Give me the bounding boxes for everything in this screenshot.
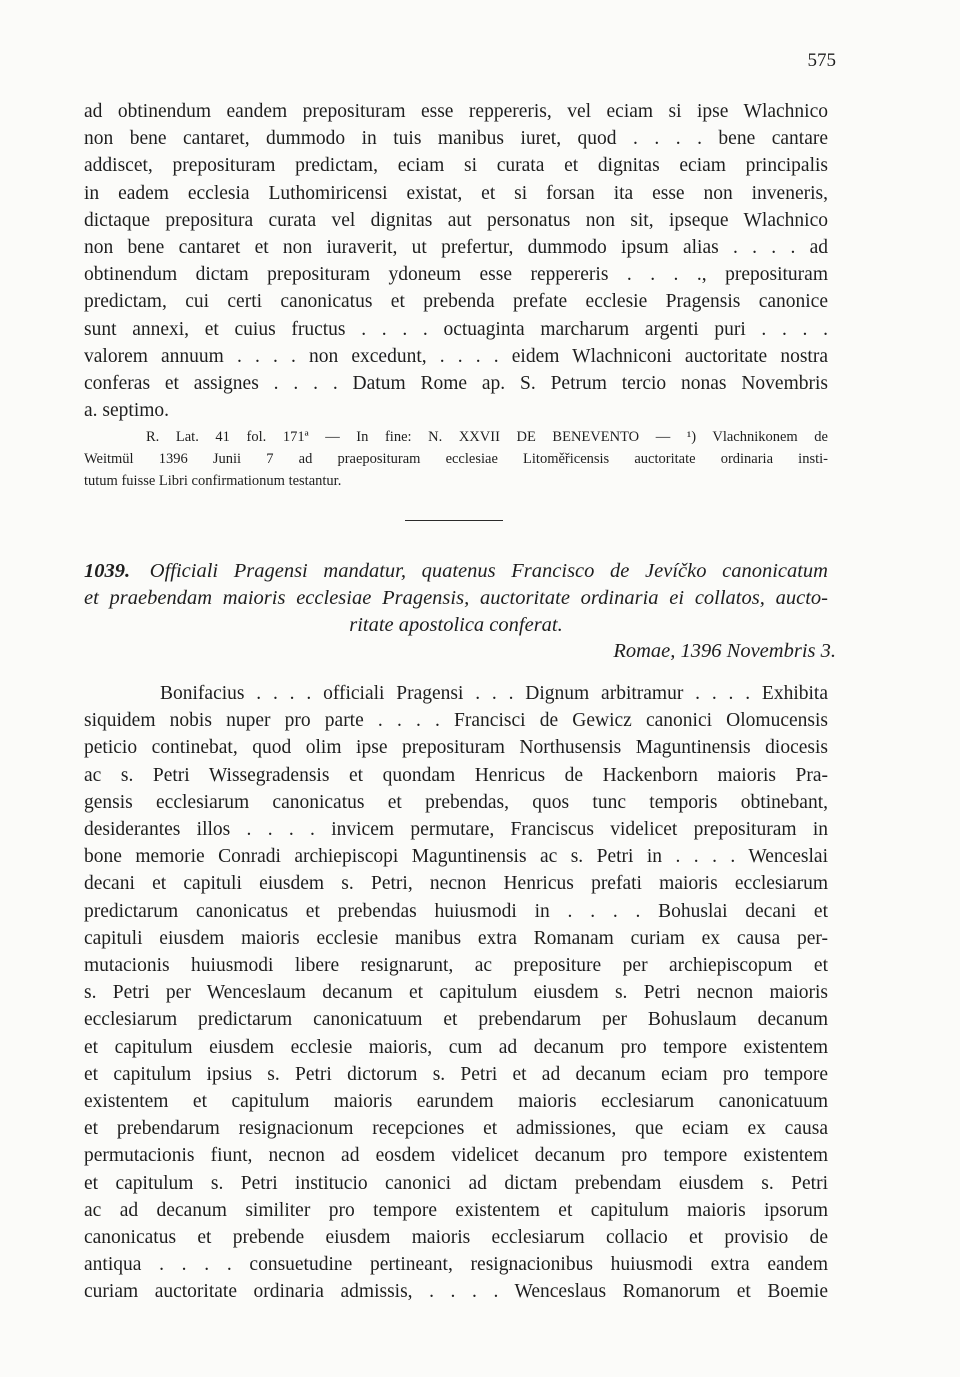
text-line: obtinendum dictam preposituram ydoneum esse reppereris . . . ., preposituram	[84, 264, 828, 286]
text-line: et prebendarum resignacionum recepciones et admissiones, que eciam ex causa	[84, 1118, 828, 1140]
text-line: desiderantes illos . . . . invicem permutare, Franciscus videlicet preposituram in	[84, 819, 828, 841]
text-line: siquidem nobis nuper pro parte . . . . Francisci de Gewicz canonici Olomucensis	[84, 710, 828, 732]
text-line: et capitulum s. Petri institucio canonici ad dictam prebendam eiusdem s. Petri	[84, 1172, 828, 1194]
text-line: decani et capituli eiusdem s. Petri, necnon Henricus prefati maioris ecclesiarum	[84, 873, 828, 895]
text-line: et capitulum ipsius s. Petri dictorum s. Petri et ad decanum eciam pro tempore	[84, 1063, 828, 1085]
text-line: non bene cantaret et non iuraverit, ut prefertur, dummodo ipsum alias . . . . ad	[84, 237, 828, 259]
text-line: bone memorie Conradi archiepiscopi Maguntinensis ac s. Petri in . . . . Wenceslai	[84, 846, 828, 868]
heading-line	[84, 558, 828, 585]
text-line: canonicatus et prebende eiusdem maioris ecclesiarum collacio et provisio de	[84, 1227, 828, 1249]
text-line: conferas et assignes . . . . Datum Rome ap. S. Petrum tercio nonas Novembris	[84, 373, 828, 395]
text-line: et capitulum eiusdem ecclesie maioris, cum ad decanum pro tempore existentem	[84, 1036, 828, 1058]
text-line: a. septimo.	[84, 400, 170, 422]
text-line: non bene cantaret, dummodo in tuis manibus iuret, quod . . . . bene cantare	[84, 128, 828, 150]
place-date: Romae, 1396 Novembris 3.	[613, 640, 836, 662]
text-line: gensis ecclesiarum canonicatus et prebendas, quos tunc temporis obtinebant,	[84, 791, 828, 813]
text-line: ad obtinendum eandem preposituram esse reppereris, vel eciam si ipse Wlachnico	[84, 101, 828, 122]
text-line: valorem annuum . . . . non excedunt, . . . . eidem Wlachniconi auctoritate nostra	[84, 345, 828, 367]
heading-line: ritate apostolica conferat.	[349, 614, 563, 636]
note-line: tutum fuisse Libri confirmationum testantur.	[84, 473, 342, 489]
text-line: antiqua . . . . consuetudine pertineant, resignacionibus huiusmodi extra eandem	[84, 1254, 828, 1276]
text-line: s. Petri per Wenceslaum decanum et capitulum eiusdem s. Petri necnon maioris	[84, 982, 828, 1004]
text-line: mutacionis huiusmodi libere resignarunt, ac prepositure per archiepiscopum et	[84, 955, 828, 977]
text-line: addiscet, preposituram predictam, eciam si curata et dignitas eciam principalis	[84, 155, 828, 177]
text-line: ac s. Petri Wissegradensis et quondam Henricus de Hackenborn maioris Pra-	[84, 764, 828, 786]
text-line: permutacionis fiunt, necnon ad eosdem videlicet decanum pro tempore existentem	[84, 1145, 828, 1167]
section-divider	[405, 520, 503, 521]
heading-line: et praebendam maioris ecclesiae Pragensis, auctoritate ordinaria ei collatos, aucto-	[84, 587, 828, 609]
page-number: 575	[807, 50, 836, 71]
text-line: in eadem ecclesia Luthomiricensi existat, et si forsan ita esse non inveneris,	[84, 182, 828, 204]
text-line: existentem et capitulum maioris earundem maioris ecclesiarum canonicatuum	[84, 1091, 828, 1113]
text-line: ac ad decanum similiter pro tempore existentem et capitulum maioris ipsorum	[84, 1199, 828, 1221]
text-line: sunt annexi, et cuius fructus . . . . octuaginta marcharum argenti puri . . . .	[84, 318, 828, 340]
note-line: Weitmül 1396 Junii 7 ad praeposituram ecclesiae Litoměřicensis auctoritate ordinaria insti-	[84, 451, 828, 467]
text-line: predictam, cui certi canonicatus et prebenda prefate ecclesie Pragensis canonice	[84, 291, 828, 313]
document-heading	[84, 558, 828, 639]
top-paragraph	[84, 98, 828, 424]
text-line: curiam auctoritate ordinaria admissis, . . . . Wenceslaus Romanorum et Boemie	[84, 1281, 828, 1303]
source-note	[84, 426, 828, 492]
note-line: R. Lat. 41 fol. 171ª — In fine: N. XXVII DE BENEVENTO — ¹) Vlachnikonem de	[146, 429, 828, 445]
text-line: predictarum canonicatus et prebendas huiusmodi in . . . . Bohuslai decani et	[84, 900, 828, 922]
text-line: dictaque prepositura curata vel dignitas aut personatus non sit, ipseque Wlachnico	[84, 209, 828, 231]
text-line: ecclesiarum predictarum canonicatuum et prebendarum per Bohuslaum decanum	[84, 1009, 828, 1031]
document-number: 1039.	[84, 560, 131, 582]
main-paragraph	[84, 680, 828, 1306]
text-line: peticio continebat, quod olim ipse preposituram Northusensis Maguntinensis diocesis	[84, 737, 828, 759]
text-line: capituli eiusdem maioris ecclesie manibus extra Romanam curiam ex causa per-	[84, 927, 828, 949]
text-line: Bonifacius . . . . officiali Pragensi . . . Dignum arbitramur . . . . Exhibita	[160, 683, 828, 704]
heading-text: Officiali Pragensi mandatur, quatenus Francisco de Jevíčko canonicatum	[149, 560, 828, 582]
